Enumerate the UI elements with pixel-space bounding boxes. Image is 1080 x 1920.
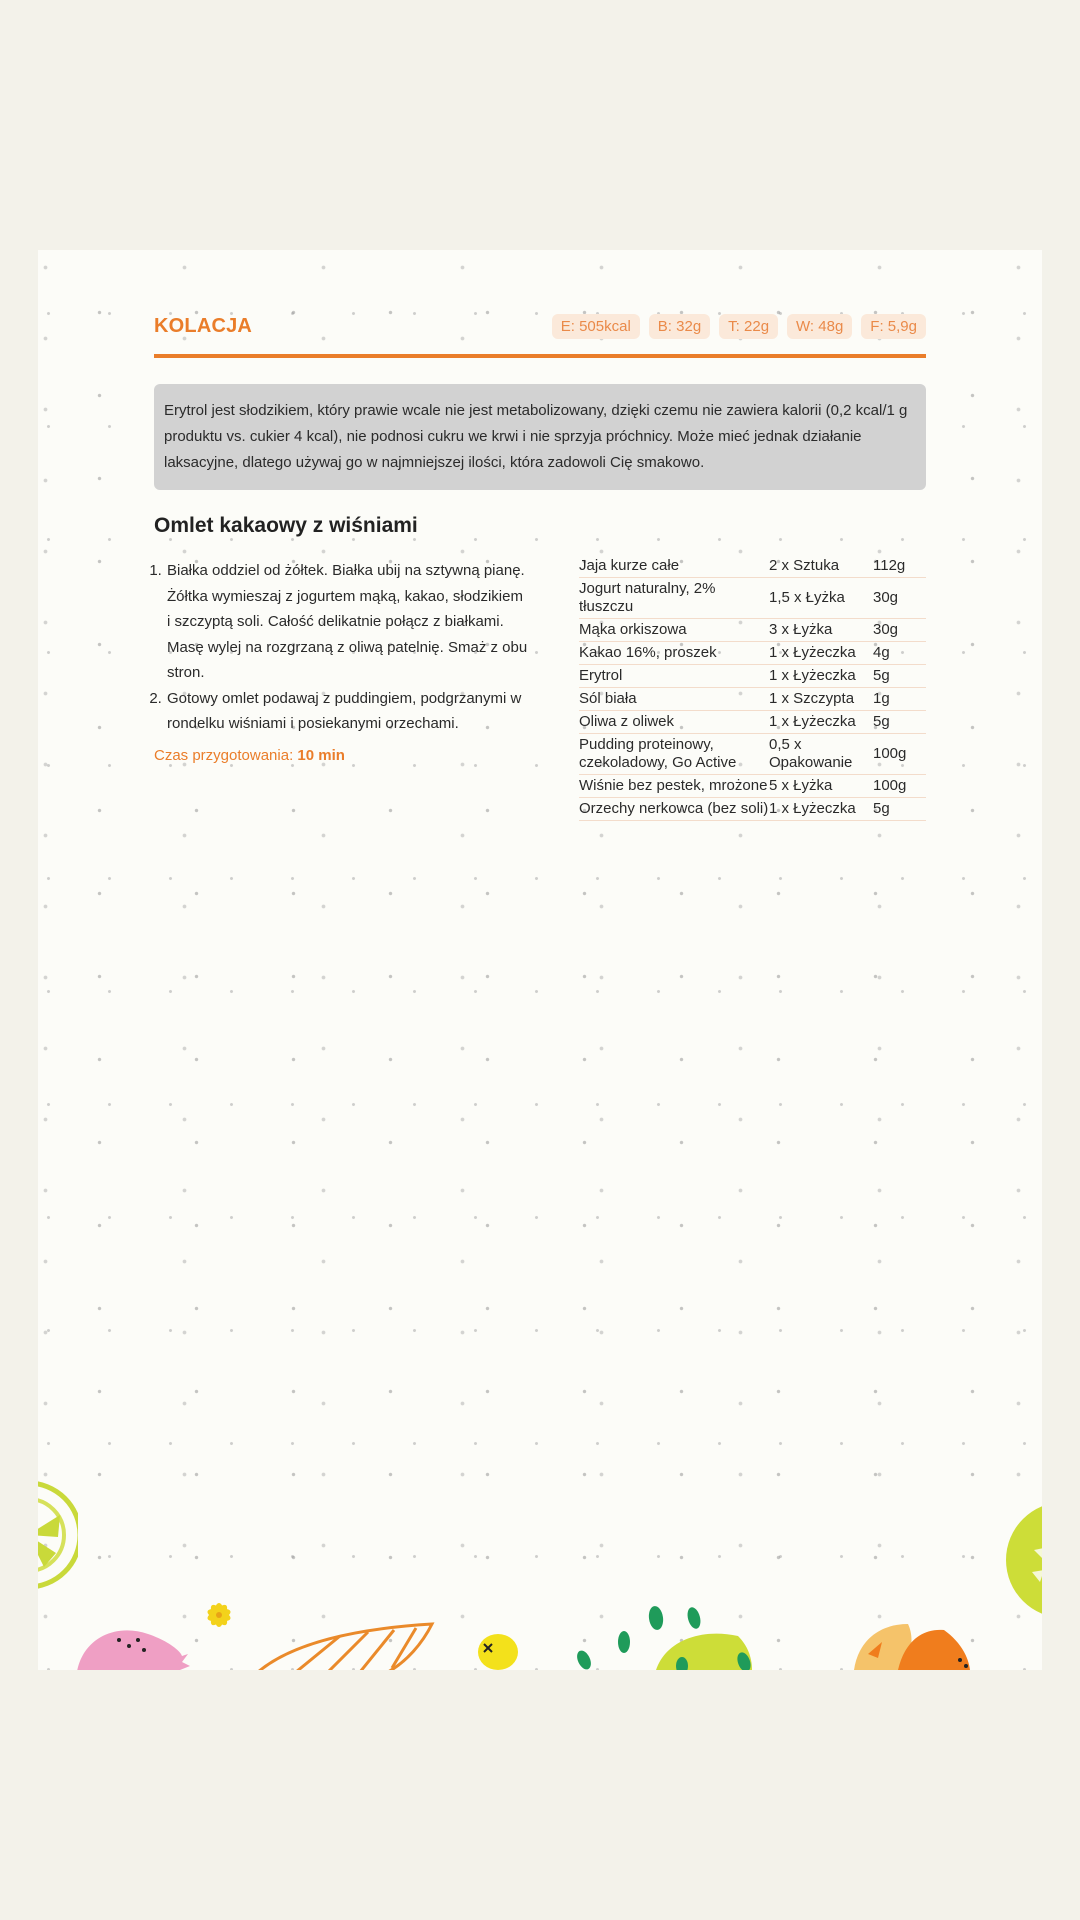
recipe-body [154,558,926,821]
yellow-berry-icon [476,1632,520,1670]
ingredients-table [579,555,926,821]
prep-time-label: Czas przygotowania: [154,746,294,764]
ingredient-row [579,775,926,798]
ingredient-weight: 30g [873,619,926,642]
ingredient-quantity: 5 x Łyżka [769,775,873,798]
steps-list [154,558,530,737]
ingredient-row [579,642,926,665]
ingredient-quantity: 1 x Łyżeczka [769,642,873,665]
ingredient-weight: 100g [873,734,926,775]
macro-badges [552,314,926,339]
section-title: KOLACJA [154,314,253,337]
ingredient-name: Erytrol [579,665,769,688]
ingredient-row [579,688,926,711]
ingredient-row [579,665,926,688]
ingredient-name: Wiśnie bez pestek, mrożone [579,775,769,798]
green-seeds-icon [574,1602,664,1670]
macro-fat-badge: T: 22g [719,314,778,339]
macro-energy-badge: E: 505kcal [552,314,640,339]
macro-protein-badge: B: 32g [649,314,710,339]
section-header [154,306,926,346]
ingredient-quantity: 1,5 x Łyżka [769,578,873,619]
step-item: 2. Gotowy omlet podawaj z puddingiem, podgrzanymi w rondelku wiśniami i posiekanymi orzechami. [166,686,530,737]
ingredient-row [579,711,926,734]
ingredient-quantity: 1 x Łyżeczka [769,798,873,821]
leaf-outline-icon [256,1622,436,1670]
ingredient-weight: 30g [873,578,926,619]
macro-carbs-badge: W: 48g [787,314,852,339]
ingredient-weight: 112g [873,555,926,578]
ingredient-quantity: 1 x Szczypta [769,688,873,711]
pink-fruit-icon [74,1620,194,1670]
prep-time [154,747,530,764]
ingredient-weight: 5g [873,711,926,734]
ingredient-row [579,798,926,821]
header-divider [154,354,926,358]
ingredient-quantity: 0,5 x Opakowanie [769,734,873,775]
ingredient-row [579,619,926,642]
lime-half-icon [1004,1500,1042,1620]
ingredient-quantity: 1 x Łyżeczka [769,711,873,734]
ingredient-row [579,734,926,775]
lime-slice-icon [38,1475,78,1595]
ingredient-row [579,555,926,578]
ingredient-name: Mąka orkiszowa [579,619,769,642]
recipe-title: Omlet kakaowy z wiśniami [154,514,418,537]
ingredient-name: Sól biała [579,688,769,711]
instructions [154,558,530,821]
ingredient-weight: 5g [873,665,926,688]
macro-fiber-badge: F: 5,9g [861,314,926,339]
step-item: 1. Białka oddziel od żółtek. Białka ubij na sztywną pianę. Żółtka wymieszaj z jogurtem mąką, kakao, słodzikiem i szczyptą soli. Całość delikatnie połącz z białkami. Masę wylej na rozgrzaną z oliwą patelnię. Smaż z obu stron. [166,558,530,686]
page-content [154,306,926,821]
ingredient-row [579,578,926,619]
ingredient-weight: 4g [873,642,926,665]
ingredient-weight: 1g [873,688,926,711]
ingredient-name: Oliwa z oliwek [579,711,769,734]
yellow-flower-icon [198,1594,240,1636]
ingredient-name: Jaja kurze całe [579,555,769,578]
ingredient-quantity: 1 x Łyżeczka [769,665,873,688]
orange-slice-icon [848,1614,988,1670]
info-note: Erytrol jest słodzikiem, który prawie wcale nie jest metabolizowany, dzięki czemu nie zawiera kalorii (0,2 kcal/1 g produktu vs. cukier 4 kcal), nie podnosi cukru we krwi i nie sprzyja próchnicy. Może mieć jednak działanie laksacyjne, dlatego używaj go w najmniejszej ilości, która zadowoli Cię smakowo. [154,384,926,490]
prep-time-value: 10 min [297,746,345,764]
ingredient-weight: 100g [873,775,926,798]
ingredient-name: Pudding proteinowy, czekoladowy, Go Active [579,734,769,775]
ingredient-name: Orzechy nerkowca (bez soli) [579,798,769,821]
ingredient-name: Jogurt naturalny, 2% tłuszczu [579,578,769,619]
green-seeds-icon [652,1602,752,1670]
ingredient-name: Kakao 16%, proszek [579,642,769,665]
ingredient-quantity: 2 x Sztuka [769,555,873,578]
ingredient-quantity: 3 x Łyżka [769,619,873,642]
recipe-page [38,250,1042,1670]
ingredient-weight: 5g [873,798,926,821]
